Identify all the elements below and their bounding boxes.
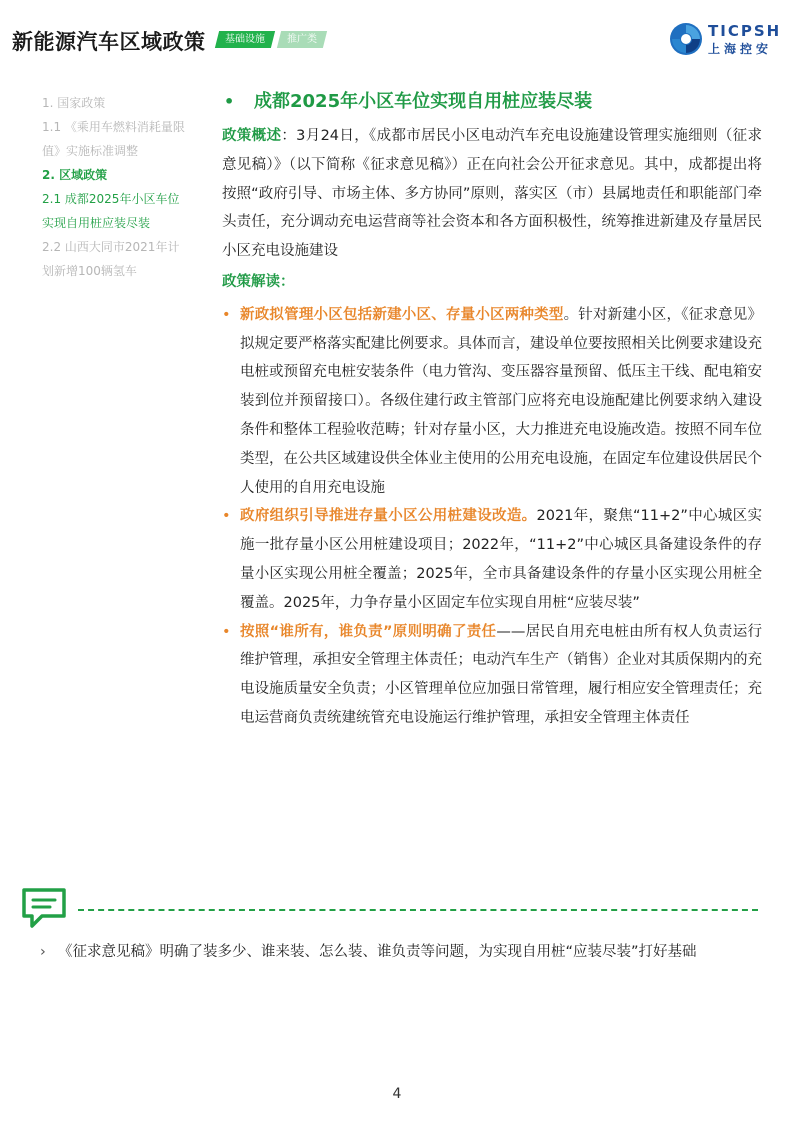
policy-overview bbox=[222, 122, 762, 266]
item-highlight: 按照“谁所有，谁负责”原则明确了责任 bbox=[240, 623, 497, 640]
item-text: 。针对新建小区，《征求意见》拟规定要严格落实配建比例要求。具体而言，建设单位要按照相关比例要求建设充电桩或预留充电桩安装条件（电力管沟、变压器容量预留、低压主干线、配电箱安装到位并预留接口）。各级住建行政主管部门应将充电设施配建比例要求纳入建设条件和整体工程验收范畴；针对存量小区，大力推进充电设施改造。按照不同车位类型，在公共区域建设供全体业主使用的公用充电设施，在固定车位建设供居民个人使用的自用充电设施 bbox=[240, 306, 763, 496]
logo-text-en: TICPSH bbox=[708, 22, 782, 40]
comment-icon bbox=[20, 886, 68, 932]
toc-item-active[interactable]: 实现自用桩应装尽装 bbox=[42, 216, 151, 230]
item-text: 2021年，聚焦“11+2”中心城区实施一批存量小区公用桩建设项目；2022年，“11+2”中心城区具备建设条件的存量小区实现公用桩全覆盖；2025年，全市具备建设条件的存量小区实现公用桩全覆盖。2025年，力争存量小区固定车位实现自用桩“应装尽装” bbox=[240, 508, 762, 611]
summary-text: 《征求意见稿》明确了装多少、谁来装、怎么装、谁负责等问题，为实现自用桩“应装尽装”打好基础 bbox=[58, 944, 697, 960]
list-item bbox=[222, 618, 762, 733]
interpretation-list bbox=[222, 301, 762, 733]
item-highlight: 新政拟管理小区包括新建小区、存量小区两种类型 bbox=[240, 306, 564, 323]
tag-infrastructure: 基础设施 bbox=[215, 31, 275, 48]
toc-item-active[interactable]: 2.1 成都2025年小区车位 bbox=[42, 192, 180, 206]
item-highlight: 政府组织引导推进存量小区公用桩建设改造。 bbox=[240, 508, 537, 525]
bullet-icon: • bbox=[224, 92, 235, 111]
page-number: 4 bbox=[392, 1086, 402, 1102]
company-logo bbox=[668, 21, 788, 59]
page-header bbox=[0, 0, 794, 80]
section-title: • 成都2025年小区车位实现自用桩应装尽装 bbox=[222, 86, 762, 118]
overview-label: 政策概述 bbox=[222, 128, 282, 144]
bullet-icon: • bbox=[222, 508, 231, 525]
bullet-icon: • bbox=[222, 623, 231, 640]
toc-item-active-heading[interactable]: 2. 区域政策 bbox=[42, 168, 108, 182]
toc-item[interactable]: 值》实施标准调整 bbox=[42, 144, 139, 158]
tag-promotion: 推广类 bbox=[277, 31, 327, 48]
list-item bbox=[222, 301, 762, 503]
page-title: 新能源汽车区域政策 bbox=[12, 30, 206, 54]
toc-item[interactable]: 1. 国家政策 bbox=[42, 96, 106, 110]
divider bbox=[78, 909, 758, 911]
table-of-contents bbox=[42, 91, 202, 283]
toc-item[interactable]: 2.2 山西大同市2021年计 bbox=[42, 240, 180, 254]
logo-mark-icon bbox=[668, 21, 704, 57]
bullet-icon: • bbox=[222, 306, 231, 323]
item-text: ——居民自用充电桩由所有权人负责运行维护管理，承担安全管理主体责任；电动汽车生产（销售）企业对其质保期内的充电设施质量安全负责；小区管理单位应加强日常管理，履行相应安全管理责任；充电运营商负责统建统管充电设施运行维护管理，承担安全管理主体责任 bbox=[240, 623, 763, 726]
interpretation-label: 政策解读： bbox=[222, 273, 295, 290]
main-content bbox=[222, 86, 762, 733]
logo-text-cn: 上海控安 bbox=[708, 42, 773, 56]
summary-note bbox=[40, 938, 760, 967]
toc-item[interactable]: 1.1 《乘用车燃料消耗量限 bbox=[42, 120, 185, 134]
list-item bbox=[222, 502, 762, 617]
toc-item[interactable]: 划新增100辆氢车 bbox=[42, 264, 137, 278]
chevron-right-icon: › bbox=[40, 944, 46, 960]
overview-text: ：3月24日，《成都市居民小区电动汽车充电设施建设管理实施细则（征求意见稿）》（以下简称《征求意见稿》）正在向社会公开征求意见。其中，成都提出将按照“政府引导、市场主体、多方协同”原则，落实区（市）县属地责任和职能部门牵头责任，充分调动充电运营商等社会资本和各方面积极性，统筹推进新建及存量居民小区充电设施建设 bbox=[222, 128, 762, 260]
